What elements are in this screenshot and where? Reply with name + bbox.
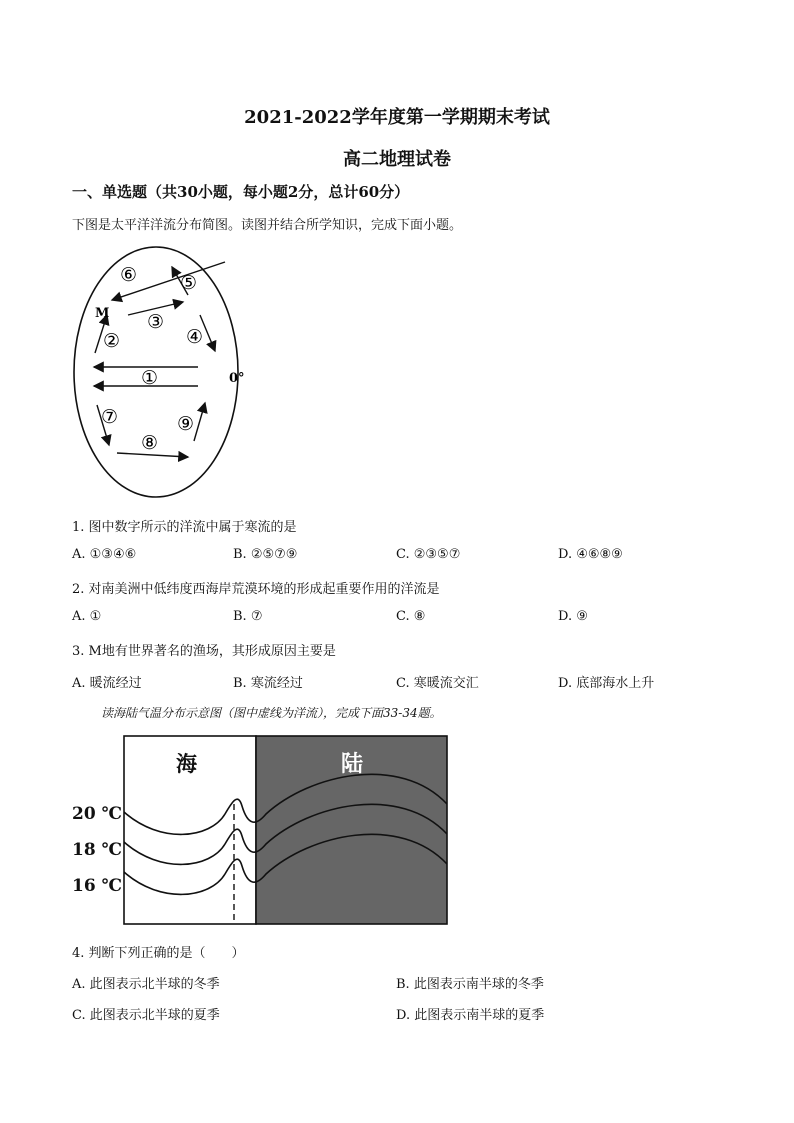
section-intro: 下图是太平洋洋流分布简图。读图并结合所学知识，完成下面小题。 [72, 218, 463, 233]
question-4-option-d[interactable]: D. 此图表示南半球的夏季 [396, 1008, 545, 1023]
question-3-option-c[interactable]: C. 寒暖流交汇 [396, 676, 479, 691]
question-1-option-c[interactable]: C. ②③⑤⑦ [396, 547, 461, 562]
current-9-arrow [194, 403, 205, 441]
question-1-option-a[interactable]: A. ①③④⑥ [72, 547, 137, 562]
question-3-stem: 3. M地有世界著名的渔场，其形成原因主要是 [72, 644, 336, 659]
label-m: M [95, 306, 110, 321]
question-3-option-a[interactable]: A. 暖流经过 [72, 676, 142, 691]
question-2-option-d[interactable]: D. ⑨ [558, 609, 588, 624]
question-4-option-c[interactable]: C. 此图表示北半球的夏季 [72, 1008, 220, 1023]
exam-title: 2021-2022学年度第一学期期末考试 [244, 107, 550, 128]
question-1-stem: 1. 图中数字所示的洋流中属于寒流的是 [72, 520, 297, 535]
question-4-option-a[interactable]: A. 此图表示北半球的冬季 [72, 977, 220, 992]
question-1-option-d[interactable]: D. ④⑥⑧⑨ [558, 547, 623, 562]
exam-subtitle: 高二地理试卷 [343, 149, 451, 170]
sea-land-temperature-figure [70, 734, 450, 928]
question-1-option-b[interactable]: B. ②⑤⑦⑨ [233, 547, 298, 562]
iso-label-16: 16 ℃ [72, 876, 122, 896]
label-equator: 0° [229, 371, 245, 386]
question-3-option-d[interactable]: D. 底部海水上升 [558, 676, 655, 691]
question-3-option-b[interactable]: B. 寒流经过 [233, 676, 303, 691]
label-8: ⑧ [141, 432, 159, 454]
ocean-currents-figure [70, 245, 270, 500]
label-7: ⑦ [101, 406, 119, 428]
label-5: ⑤ [180, 272, 198, 294]
label-9: ⑨ [177, 413, 195, 435]
label-3: ③ [147, 311, 165, 333]
label-6: ⑥ [120, 264, 138, 286]
label-1: ① [141, 367, 159, 389]
question-2-option-c[interactable]: C. ⑧ [396, 609, 426, 624]
question-2-option-a[interactable]: A. ① [72, 609, 102, 624]
land-label: 陆 [341, 751, 364, 777]
iso-label-20: 20 ℃ [72, 804, 122, 824]
question-2-stem: 2. 对南美洲中低纬度西海岸荒漠环境的形成起重要作用的洋流是 [72, 582, 440, 597]
sea-label: 海 [176, 751, 197, 776]
label-4: ④ [186, 326, 204, 348]
label-2: ② [103, 330, 121, 352]
iso-label-18: 18 ℃ [72, 840, 122, 860]
question-4-option-b[interactable]: B. 此图表示南半球的冬季 [396, 977, 544, 992]
section-heading: 一、单选题（共30小题，每小题2分，总计60分） [72, 183, 410, 201]
figure2-intro: 读海陆气温分布示意图（图中虚线为洋流），完成下面33-34题。 [101, 706, 442, 720]
question-4-stem: 4. 判断下列正确的是（ ） [72, 946, 245, 961]
question-2-option-b[interactable]: B. ⑦ [233, 609, 263, 624]
